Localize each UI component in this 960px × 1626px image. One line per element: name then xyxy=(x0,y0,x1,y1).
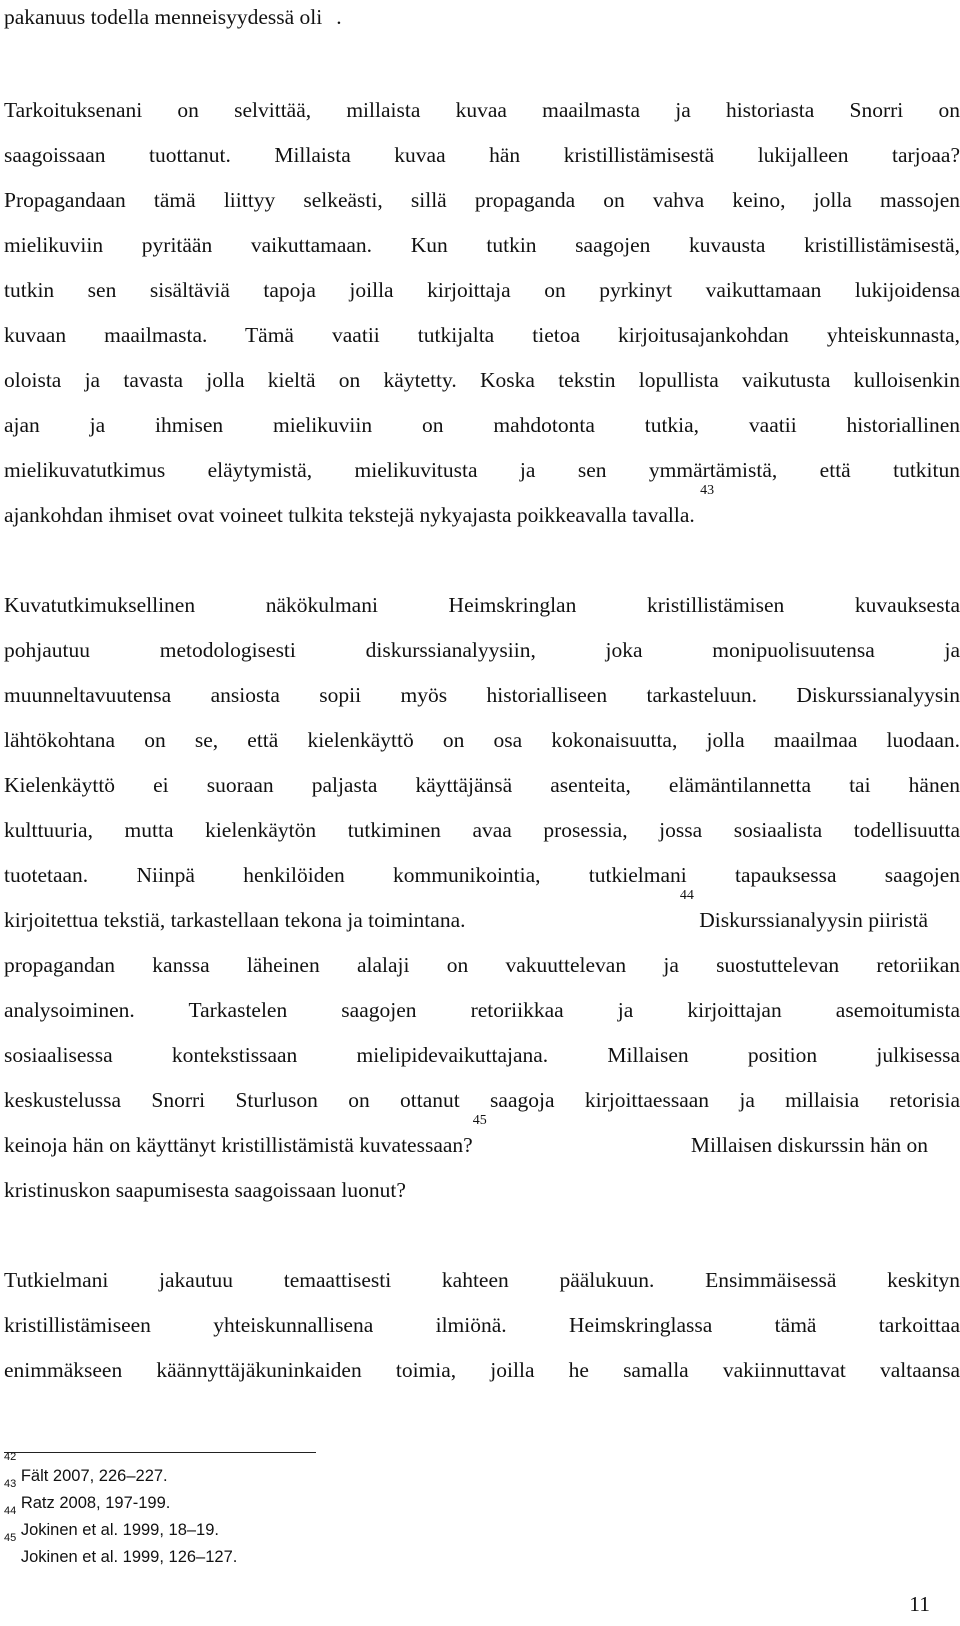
footnote-separator xyxy=(4,1452,316,1453)
line-text: muunneltavuutensa ansiosta sopii myös historialliseen tarkasteluun. Diskurssianalyysin xyxy=(4,683,960,707)
footnote-44 xyxy=(4,1505,219,1541)
footnote-text: Jokinen et al. 1999, 18–19. xyxy=(20,1521,219,1539)
body-line xyxy=(4,2,960,32)
footnote-number: 42 xyxy=(4,1451,17,1463)
body-line xyxy=(4,888,928,935)
line-text-after: Millaisen diskurssin hän on xyxy=(690,1133,928,1157)
line-text: keskustelussa Snorri Sturluson on ottanut saagoja kirjoittaessaan ja millaisia retorisia xyxy=(4,1088,960,1112)
line-text: mielikuviin pyritään vaikuttamaan. Kun tutkin saagojen kuvausta kristillistämisestä, xyxy=(4,233,960,257)
line-text: saagoissaan tuottanut. Millaista kuvaa hän kristillistämisestä lukijalleen tarjoaa? xyxy=(4,143,960,167)
body-line xyxy=(4,95,960,125)
body-line xyxy=(4,1310,960,1340)
footnote-number: 45 xyxy=(4,1532,17,1544)
body-line xyxy=(4,140,960,170)
line-text: Propagandaan tämä liittyy selkeästi, sillä propaganda on vahva keino, jolla massojen xyxy=(4,188,960,212)
body-line xyxy=(4,950,960,980)
body-line xyxy=(4,680,960,710)
footnote-45 xyxy=(4,1532,238,1568)
body-line xyxy=(4,455,960,485)
footnote-ref-44[interactable]: 44 xyxy=(679,888,694,903)
line-text: ajan ja ihmisen mielikuviin on mahdotonta tutkia, vaatii historiallinen xyxy=(4,413,960,437)
line-text: mielikuvatutkimus eläytymistä, mielikuvitusta ja sen ymmärtämistä, että tutkitun xyxy=(4,458,960,482)
line-text: tutkin sen sisältäviä tapoja joilla kirjoittaja on pyrkinyt vaikuttamaan lukijoidensa xyxy=(4,278,960,302)
footnote-number: 43 xyxy=(4,1478,17,1490)
body-line xyxy=(4,230,960,260)
body-line xyxy=(4,860,960,890)
body-line xyxy=(4,1113,928,1160)
footnote-text: Jokinen et al. 1999, 126–127. xyxy=(20,1548,238,1566)
footnote-number: 44 xyxy=(4,1505,17,1517)
footnote-ref-45[interactable]: 45 xyxy=(472,1113,487,1128)
body-line xyxy=(4,1355,960,1385)
body-line xyxy=(4,483,960,530)
footnote-42 xyxy=(4,1451,168,1487)
body-line xyxy=(4,815,960,845)
line-text: kuvaan maailmasta. Tämä vaatii tutkijalta tietoa kirjoitusajankohdan yhteiskunnasta, xyxy=(4,323,960,347)
line-text: Tarkoituksenani on selvittää, millaista kuvaa maailmasta ja historiasta Snorri on xyxy=(4,98,960,122)
body-line xyxy=(4,410,960,440)
body-line xyxy=(4,1265,960,1295)
footnote-text: Ratz 2008, 197-199. xyxy=(20,1494,171,1512)
body-line xyxy=(4,725,960,755)
body-line xyxy=(4,1085,960,1115)
line-text: pohjautuu metodologisesti diskurssianalyysiin, joka monipuolisuutensa ja xyxy=(4,638,960,662)
body-line xyxy=(4,185,960,215)
line-text: Kielenkäyttö ei suoraan paljasta käyttäjänsä asenteita, elämäntilannetta tai hänen xyxy=(4,773,960,797)
line-text: Tutkielmani jakautuu temaattisesti kahteen päälukuun. Ensimmäisessä keskityn xyxy=(4,1268,960,1292)
footnote-ref-43[interactable]: 43 xyxy=(700,483,715,498)
line-text: kirjoitettua tekstiä, tarkastellaan tekona ja toimintana. xyxy=(4,908,466,932)
line-text: enimmäkseen käännyttäjäkuninkaiden toimia, joilla he samalla vakiinnuttavat valtaansa xyxy=(4,1358,960,1382)
body-line xyxy=(4,275,960,305)
line-text: lähtökohtana on se, että kielenkäyttö on osa kokonaisuutta, jolla maailmaa luodaan. xyxy=(4,728,960,752)
line-text: Kuvatutkimuksellinen näkökulmani Heimskringlan kristillistämisen kuvauksesta xyxy=(4,593,960,617)
body-line xyxy=(4,1040,960,1070)
body-line xyxy=(4,590,960,620)
line-text: tuotetaan. Niinpä henkilöiden kommunikointia, tutkielmani tapauksessa saagojen xyxy=(4,863,960,887)
body-line xyxy=(4,995,960,1025)
body-line xyxy=(4,365,960,395)
line-text-after: . xyxy=(336,5,342,29)
body-line xyxy=(4,770,960,800)
line-text: kulttuuria, mutta kielenkäytön tutkiminen avaa prosessia, jossa sosiaalista todellisuutta xyxy=(4,818,960,842)
line-text: kristinuskon saapumisesta saagoissaan luonut? xyxy=(4,1178,406,1202)
footnote-43 xyxy=(4,1478,171,1514)
footnote-text: Fält 2007, 226–227. xyxy=(20,1467,168,1485)
line-text: kristillistämiseen yhteiskunnallisena ilmiönä. Heimskringlassa tämä tarkoittaa xyxy=(4,1313,960,1337)
page-number: 11 xyxy=(909,1592,930,1616)
line-text-after: Diskurssianalyysin piiristä xyxy=(699,908,928,932)
line-text: sosiaalisessa kontekstissaan mielipidevaikuttajana. Millaisen position julkisessa xyxy=(4,1043,960,1067)
line-text: ajankohdan ihmiset ovat voineet tulkita tekstejä nykyajasta poikkeavalla tavalla. xyxy=(4,503,695,527)
line-text: analysoiminen. Tarkastelen saagojen retoriikkaa ja kirjoittajan asemoitumista xyxy=(4,998,960,1022)
body-line xyxy=(4,635,960,665)
body-line xyxy=(4,320,960,350)
line-text: keinoja hän on käyttänyt kristillistämistä kuvatessaan? xyxy=(4,1133,473,1157)
line-text: propagandan kanssa läheinen alalaji on vakuuttelevan ja suostuttelevan retoriikan xyxy=(4,953,960,977)
line-text: oloista ja tavasta jolla kieltä on käytetty. Koska tekstin lopullista vaikutusta kulloisenkin xyxy=(4,368,960,392)
body-line xyxy=(4,1175,960,1205)
line-text: pakanuus todella menneisyydessä oli xyxy=(4,5,323,29)
